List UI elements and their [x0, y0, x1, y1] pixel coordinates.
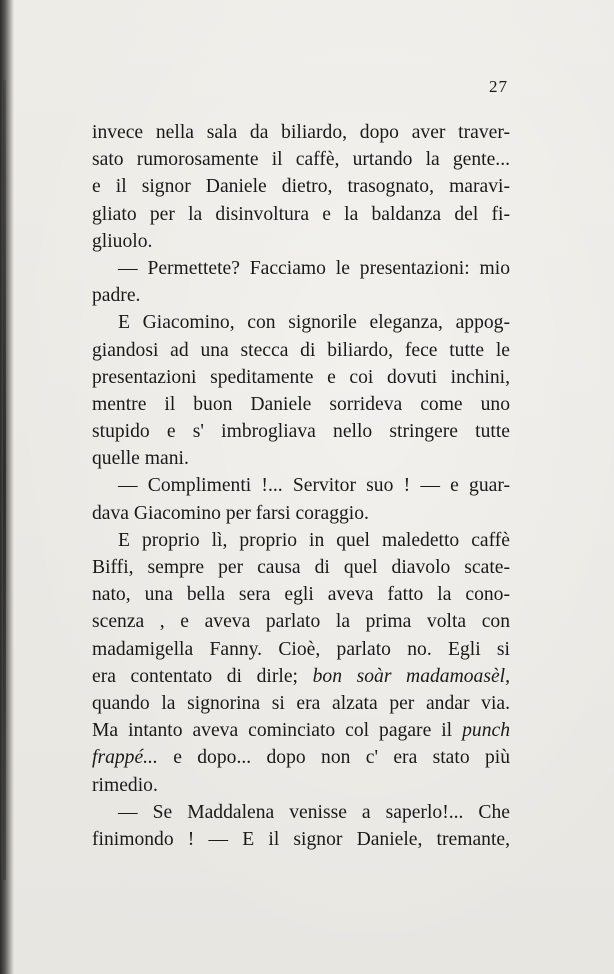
page-number: 27 [489, 77, 508, 96]
text-line: finimondo ! — E il signor Daniele, tremante, [92, 828, 510, 850]
text-line [92, 717, 510, 744]
text-line: rimedio. [92, 774, 158, 796]
italic-phrase: bon soàr madamoasèl, [312, 665, 510, 687]
text-line: — Complimenti !... Servitor suo ! — e guar- [118, 475, 510, 497]
text-line: presentazioni speditamente e coi dovuti inchini, [92, 366, 510, 388]
text-line: nato, una bella sera egli aveva fatto la cono- [92, 584, 510, 606]
text-line [92, 663, 510, 690]
text-line: scenza , e aveva parlato la prima volta con [92, 611, 510, 633]
text-fragment: Ma intanto aveva cominciato col pagare il [92, 720, 453, 742]
text-line: E proprio lì, proprio in quel maledetto caffè [118, 529, 510, 551]
text-fragment: e dopo... dopo non c' era stato più [173, 747, 510, 769]
italic-word: punch [462, 720, 510, 742]
text-line: mentre il buon Daniele sorrideva come uno [92, 393, 510, 415]
text-line: giandosi ad una stecca di biliardo, fece tutte le [92, 339, 510, 361]
text-line: — Permettete? Facciamo le presentazioni: mio [118, 257, 510, 279]
text-line: e il signor Daniele dietro, trasognato, maravi- [92, 176, 510, 198]
text-line [92, 744, 510, 771]
text-line: quando la signorina si era alzata per andar via. [92, 692, 510, 714]
text-line: padre. [92, 285, 141, 307]
text-fragment: era contentato di dirle; [92, 665, 298, 687]
text-line: — Se Maddalena venisse a saperlo!... Che [118, 801, 510, 823]
text-line: invece nella sala da biliardo, dopo aver traver- [92, 122, 510, 143]
text-line: sato rumorosamente il caffè, urtando la gente... [92, 149, 510, 171]
text-line: Biffi, sempre per causa di quel diavolo scate- [92, 557, 510, 578]
text-line: dava Giacomino per farsi coraggio. [92, 502, 369, 524]
text-line: stupido e s' imbrogliava nello stringere tutte [92, 421, 510, 443]
italic-word: frappé... [92, 747, 158, 769]
binding-edge [3, 80, 6, 880]
text-line: gliato per la disinvoltura e la baldanza del fi- [92, 203, 510, 225]
text-line: quelle mani. [92, 448, 189, 470]
text-line: madamigella Fanny. Cioè, parlato no. Egli si [92, 638, 510, 660]
text-line: gliuolo. [92, 230, 153, 252]
text-line: E Giacomino, con signorile eleganza, appog- [118, 312, 510, 334]
body-text [92, 119, 510, 853]
